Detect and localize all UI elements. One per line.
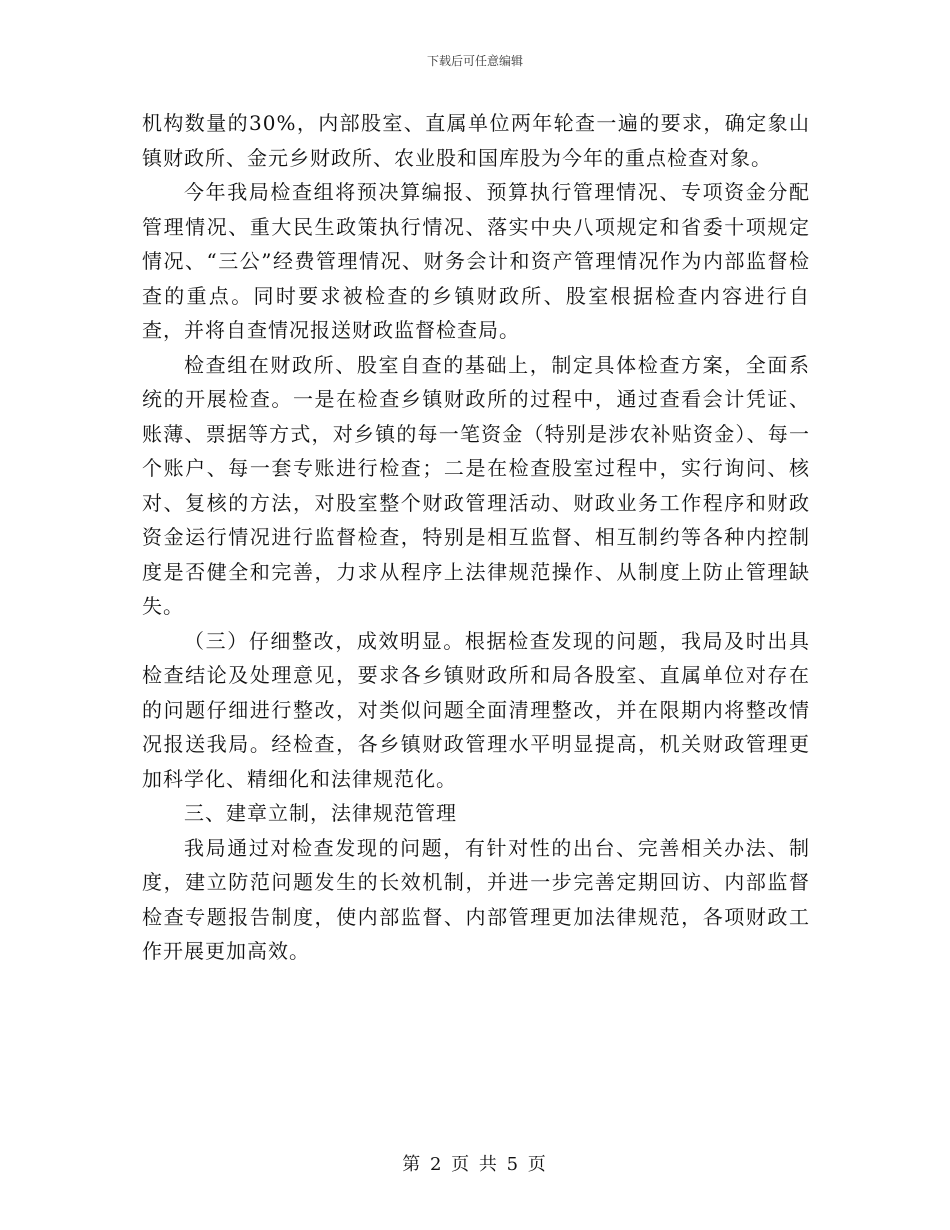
page-number-footer: 第 2 页 共 5 页 xyxy=(402,1154,548,1175)
paragraph-4: （三）仔细整改，成效明显。根据检查发现的问题，我局及时出具检查结论及处理意见，要求各乡镇财政所和局各股室、直属单位对存在的问题仔细进行整改，对类似问题全面清理整改，并在限期内将整改情况报送我局。经检查，各乡镇财政管理水平明显提高，机关财政管理更加科学化、精细化和法律规范化。 xyxy=(142,628,810,791)
paragraph-1: 机构数量的30%，内部股室、直属单位两年轮查一遍的要求，确定象山镇财政所、金元乡财政所、农业股和国库股为今年的重点检查对象。 xyxy=(142,111,810,170)
paragraph-5: 我局通过对检查发现的问题，有针对性的出台、完善相关办法、制度，建立防范问题发生的长效机制，并进一步完善定期回访、内部监督检查专题报告制度，使内部监督、内部管理更加法律规范，各项财政工作开展更加高效。 xyxy=(142,835,810,963)
section-heading: 三、建章立制，法律规范管理 xyxy=(184,801,457,825)
page-header: 下载后可任意编辑 xyxy=(426,54,523,68)
document-body xyxy=(142,106,810,969)
paragraph-2: 今年我局检查组将预决算编报、预算执行管理情况、专项资金分配管理情况、重大民生政策执行情况、落实中央八项规定和省委十项规定情况、“三公”经费管理情况、财务会计和资产管理情况作为内部监督检查的重点。同时要求被检查的乡镇财政所、股室根据检查内容进行自查，并将自查情况报送财政监督检查局。 xyxy=(142,180,810,342)
paragraph-3: 检查组在财政所、股室自查的基础上，制定具体检查方案，全面系统的开展检查。一是在检查乡镇财政所的过程中，通过查看会计凭证、账薄、票据等方式，对乡镇的每一笔资金（特别是涉农补贴资金）、每一个账户、每一套专账进行检查；二是在检查股室过程中，实行询问、核对、复核的方法，对股室整个财政管理活动、财政业务工作程序和财政资金运行情况进行监督检查，特别是相互监督、相互制约等各种内控制度是否健全和完善，力求从程序上法律规范操作、从制度上防止管理缺失。 xyxy=(142,352,810,618)
